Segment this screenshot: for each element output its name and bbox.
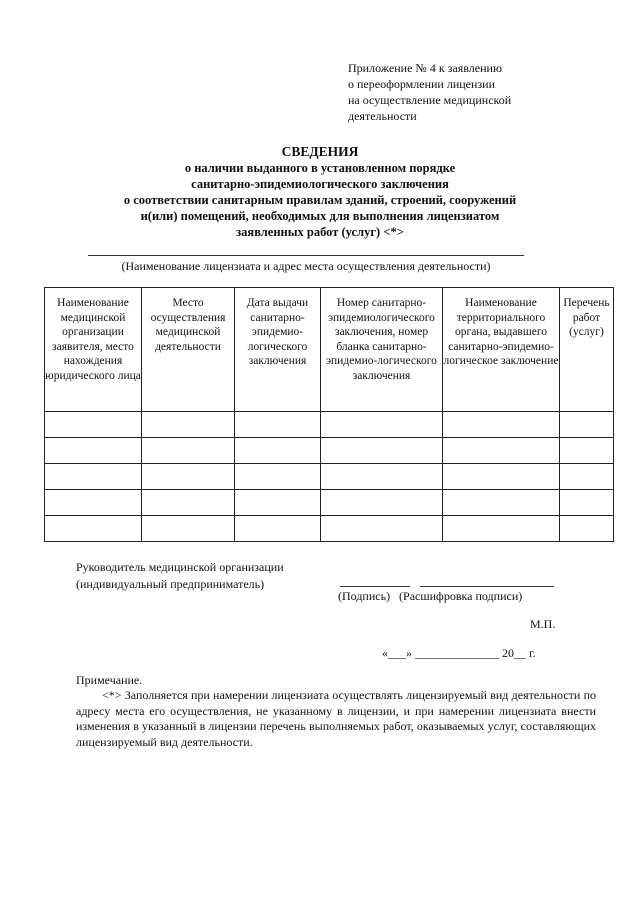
appendix-line: на осуществление медицинской <box>348 93 512 107</box>
licensee-caption: (Наименование лицензиата и адрес места осуществления деятельности) <box>121 259 491 273</box>
table-cell[interactable] <box>560 464 614 490</box>
table-cell[interactable] <box>45 516 142 542</box>
appendix-note <box>348 60 598 124</box>
table-cell[interactable] <box>443 438 560 464</box>
table-cell[interactable] <box>443 516 560 542</box>
head-signature-label <box>76 559 284 593</box>
header-works-list: Перечень работ (услуг) <box>560 288 614 412</box>
header-territorial-body: Наименование территориального органа, выдавшего санитарно-эпидемио-логическое заключение <box>443 288 560 412</box>
table-cell[interactable] <box>235 516 321 542</box>
signature-line[interactable] <box>340 586 410 587</box>
table-cell[interactable] <box>235 490 321 516</box>
table-cell[interactable] <box>142 516 235 542</box>
table-cell[interactable] <box>321 438 443 464</box>
header-issue-date: Дата выдачи санитарно-эпидемио-логического заключения <box>235 288 321 412</box>
table-cell[interactable] <box>235 412 321 438</box>
title-line: заявленных работ (услуг) <*> <box>236 225 404 239</box>
table-cell[interactable] <box>45 412 142 438</box>
head-label-line1: Руководитель медицинской организации <box>76 560 284 574</box>
header-organization: Наименование медицинской организации заявителя, место нахождения юридического лица <box>45 288 142 412</box>
table-cell[interactable] <box>443 412 560 438</box>
note-text: <*> Заполняется при намерении лицензиата осуществлять лицензируемый вид деятельности по адресу места его осуществления, не указанному в лицензии, и при намерении лицензиата внести изменения в указанный в лицензии перечень выполняемых работ, оказываемых услуг, составляющих лицензируемый вид деятельности. <box>76 688 596 749</box>
signature-decoding-line[interactable] <box>420 586 554 587</box>
table-cell[interactable] <box>142 438 235 464</box>
note-title: Примечание. <box>76 673 143 687</box>
table-row <box>45 516 614 542</box>
header-conclusion-number: Номер санитарно-эпидемиологического заключения, номер бланка санитарно-эпидемио-логического заключения <box>321 288 443 412</box>
appendix-line: о переоформлении лицензии <box>348 77 496 91</box>
table-cell[interactable] <box>560 412 614 438</box>
table-cell[interactable] <box>321 490 443 516</box>
table-row <box>45 412 614 438</box>
table-cell[interactable] <box>443 490 560 516</box>
table-cell[interactable] <box>45 490 142 516</box>
signature-caption: (Подпись) (Расшифровка подписи) <box>338 589 523 603</box>
table-cell[interactable] <box>560 490 614 516</box>
table-cell[interactable] <box>142 412 235 438</box>
table-row <box>45 490 614 516</box>
date-field[interactable]: «___» ______________ 20__ г. <box>382 646 536 660</box>
table-cell[interactable] <box>235 438 321 464</box>
title-line: о наличии выданного в установленном порядке <box>184 161 456 175</box>
appendix-line: деятельности <box>348 109 417 123</box>
sanitary-table <box>44 287 614 542</box>
title-line: о соответствии санитарным правилам зданий, строений, сооружений <box>123 193 517 207</box>
licensee-name-line[interactable] <box>88 255 524 256</box>
table-row <box>45 464 614 490</box>
table-cell[interactable] <box>142 464 235 490</box>
title-heading: СВЕДЕНИЯ <box>281 144 359 159</box>
table-cell[interactable] <box>45 464 142 490</box>
table-cell[interactable] <box>321 464 443 490</box>
appendix-line: Приложение № 4 к заявлению <box>348 61 502 75</box>
table-cell[interactable] <box>560 516 614 542</box>
table-cell[interactable] <box>560 438 614 464</box>
table-cell[interactable] <box>142 490 235 516</box>
title-line: санитарно-эпидемиологического заключения <box>191 177 449 191</box>
table-cell[interactable] <box>321 516 443 542</box>
head-label-line2: (индивидуальный предприниматель) <box>76 577 265 591</box>
document-title <box>100 144 540 240</box>
table-cell[interactable] <box>235 464 321 490</box>
table-row <box>45 438 614 464</box>
stamp-place: М.П. <box>530 617 556 631</box>
table-cell[interactable] <box>45 438 142 464</box>
header-activity-place: Место осуществления медицинской деятельности <box>142 288 235 412</box>
table-cell[interactable] <box>321 412 443 438</box>
title-line: и(или) помещений, необходимых для выполнения лицензиатом <box>140 209 500 223</box>
table-cell[interactable] <box>443 464 560 490</box>
